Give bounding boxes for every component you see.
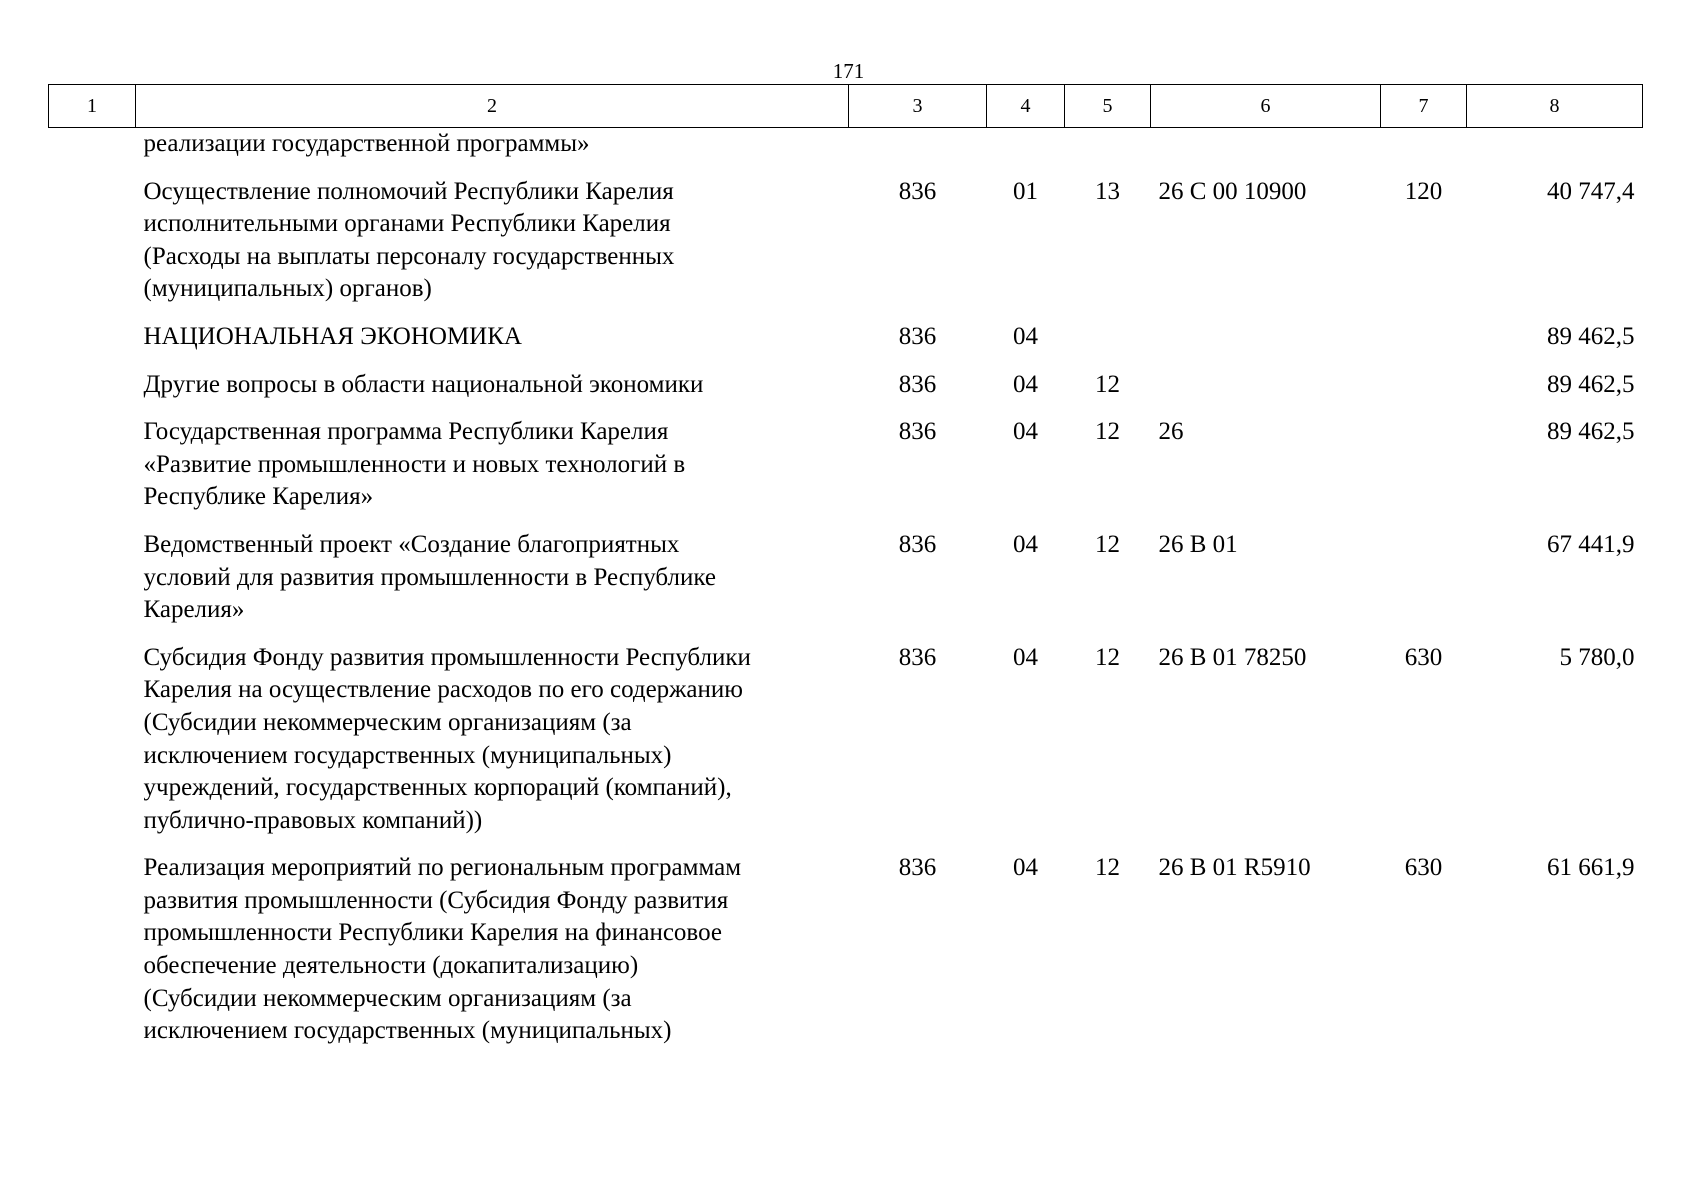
cell-ministry-code: 836: [898, 370, 937, 398]
cell-expense-type: 630: [1404, 854, 1443, 882]
description-line: Ведомственный проект «Создание благоприятных: [143, 530, 680, 558]
description-line: Карелия на осуществление расходов по его содержанию: [143, 676, 743, 704]
cell-section: 04: [1013, 854, 1038, 882]
description-line: Осуществление полномочий Республики Карелия: [143, 177, 674, 205]
cell-col-1: [49, 409, 136, 522]
description-line: исключением государственных (муниципальных): [143, 1017, 672, 1045]
cell-ministry-code: 836: [898, 418, 937, 446]
description-line: публично-правовых компаний)): [143, 806, 483, 834]
header-col-5: 5: [1065, 85, 1151, 128]
cell-subsection: 12: [1095, 530, 1120, 558]
cell-target-item: 26 В 01 R5910: [1158, 854, 1311, 882]
cell-ministry-code: [849, 128, 987, 169]
table-row: [49, 522, 1643, 635]
cell-subsection: 12: [1095, 643, 1120, 671]
header-col-2: 2: [136, 85, 849, 128]
cell-amount: 5 780,0: [1559, 643, 1635, 671]
description-line: Государственная программа Республики Карелия: [143, 418, 669, 446]
description-line: (Субсидии некоммерческим организациям (за: [143, 708, 632, 736]
cell-description: [136, 169, 849, 314]
cell-col-1: [49, 522, 136, 635]
header-row: [49, 85, 1643, 128]
description-line: (Субсидии некоммерческим организациям (за: [143, 984, 632, 1012]
table-header: [49, 85, 1643, 128]
cell-ministry-code: 836: [898, 322, 937, 350]
description-line: «Развитие промышленности и новых технологий в: [143, 450, 686, 478]
header-col-6: 6: [1151, 85, 1381, 128]
description-line: НАЦИОНАЛЬНАЯ ЭКОНОМИКА: [143, 322, 522, 350]
description-line: условий для развития промышленности в Республике: [143, 563, 716, 591]
table-row: [49, 169, 1643, 314]
cell-col-1: [49, 128, 136, 169]
header-col-8: 8: [1467, 85, 1643, 128]
description-line: исполнительными органами Республики Карелия: [143, 210, 671, 238]
table-row: [49, 409, 1643, 522]
header-col-7: 7: [1381, 85, 1467, 128]
cell-ministry-code: 836: [898, 643, 937, 671]
description-line: Другие вопросы в области национальной экономики: [143, 370, 704, 398]
description-line: (Расходы на выплаты персоналу государственных: [143, 242, 675, 270]
description-line: учреждений, государственных корпораций (компаний),: [143, 774, 732, 802]
cell-amount: 67 441,9: [1547, 530, 1635, 558]
cell-description: [136, 362, 849, 410]
cell-target-item: 26 В 01: [1158, 530, 1238, 558]
header-col-4: 4: [987, 85, 1065, 128]
table-row: [49, 845, 1643, 1056]
cell-target-item: [1151, 362, 1381, 410]
cell-subsection: [1065, 314, 1151, 362]
cell-description: [136, 845, 849, 1056]
cell-ministry-code: 836: [898, 854, 937, 882]
cell-amount: 89 462,5: [1547, 322, 1635, 350]
cell-amount: 89 462,5: [1547, 418, 1635, 446]
cell-description: [136, 522, 849, 635]
cell-expense-type: [1381, 409, 1467, 522]
cell-amount: 40 747,4: [1547, 177, 1635, 205]
header-col-1: 1: [49, 85, 136, 128]
cell-ministry-code: 836: [898, 177, 937, 205]
page-number: 171: [832, 59, 865, 83]
cell-section: 04: [1013, 530, 1038, 558]
cell-description: [136, 409, 849, 522]
budget-table: [48, 84, 1643, 1056]
table-row: [49, 128, 1643, 169]
cell-section: 04: [1013, 322, 1038, 350]
description-line: исключением государственных (муниципальных): [143, 741, 672, 769]
description-line: Субсидия Фонду развития промышленности Республики: [143, 643, 751, 671]
cell-expense-type: [1381, 362, 1467, 410]
cell-col-1: [49, 845, 136, 1056]
cell-description: [136, 128, 849, 169]
cell-amount: 89 462,5: [1547, 370, 1635, 398]
description-line: реализации государственной программы»: [143, 130, 590, 157]
header-col-3: 3: [849, 85, 987, 128]
cell-target-item: 26 В 01 78250: [1158, 643, 1307, 671]
description-line: Карелия»: [143, 596, 245, 624]
cell-amount: [1467, 128, 1643, 169]
cell-section: 04: [1013, 418, 1038, 446]
description-line: промышленности Республики Карелия на финансовое: [143, 919, 722, 947]
description-line: обеспечение деятельности (докапитализацию): [143, 952, 639, 980]
description-line: (муниципальных) органов): [143, 275, 432, 303]
cell-target-item: [1151, 314, 1381, 362]
description-line: Реализация мероприятий по региональным программам: [143, 854, 742, 882]
cell-section: 04: [1013, 370, 1038, 398]
cell-subsection: 12: [1095, 854, 1120, 882]
cell-target-item: 26: [1158, 418, 1184, 446]
cell-col-1: [49, 169, 136, 314]
cell-target-item: 26 С 00 10900: [1158, 177, 1307, 205]
cell-subsection: [1065, 128, 1151, 169]
cell-description: [136, 635, 849, 846]
cell-description: [136, 314, 849, 362]
cell-amount: 61 661,9: [1547, 854, 1635, 882]
cell-section: 01: [1013, 177, 1038, 205]
description-line: развития промышленности (Субсидия Фонду развития: [143, 886, 729, 914]
cell-subsection: 13: [1095, 177, 1120, 205]
cell-subsection: 12: [1095, 418, 1120, 446]
cell-expense-type: [1381, 522, 1467, 635]
cell-section: 04: [1013, 643, 1038, 671]
description-line: Республике Карелия»: [143, 483, 374, 511]
cell-expense-type: [1381, 314, 1467, 362]
cell-col-1: [49, 362, 136, 410]
cell-target-item: [1151, 128, 1381, 169]
cell-expense-type: [1381, 128, 1467, 169]
cell-col-1: [49, 314, 136, 362]
table-row: [49, 635, 1643, 846]
cell-col-1: [49, 635, 136, 846]
cell-ministry-code: 836: [898, 530, 937, 558]
table-row: [49, 362, 1643, 410]
cell-expense-type: 630: [1404, 643, 1443, 671]
table-row: [49, 314, 1643, 362]
table-body: [49, 128, 1643, 1056]
cell-expense-type: 120: [1404, 177, 1443, 205]
cell-subsection: 12: [1095, 370, 1120, 398]
cell-section: [987, 128, 1065, 169]
